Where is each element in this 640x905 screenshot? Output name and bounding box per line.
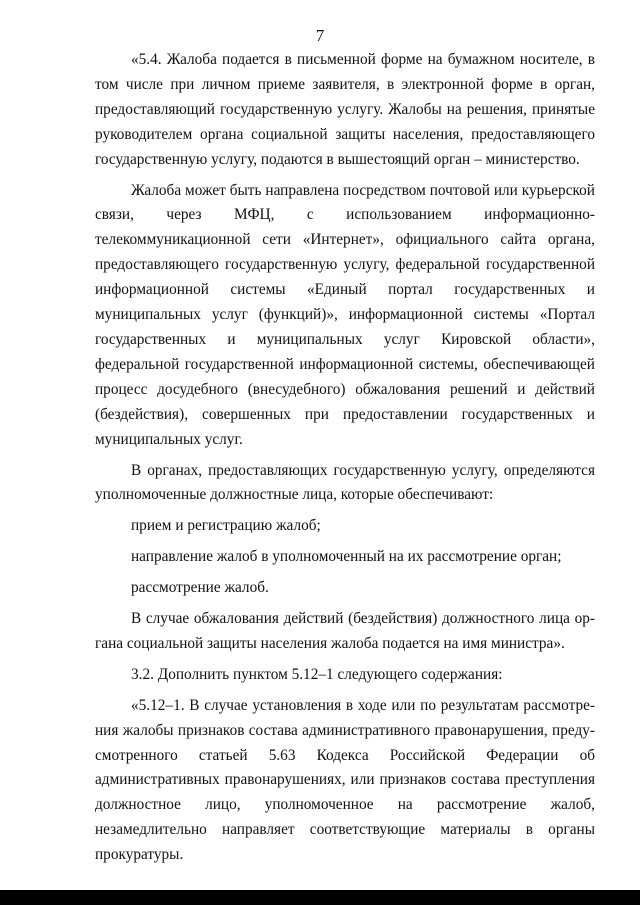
paragraph-5-4: «5.4. Жалоба подается в письменной форме на бумажном носителе, в том числе при личном приеме заявителя, в электронной форме в орган, предоставляющий государственную услугу. Жалобы на решения, принятые руководителем органа социальной защиты населения, предоставляющего государственную услугу, подаются в вышестоящий орган – министерство.: [95, 51, 595, 168]
list-item-forwarding: направление жалоб в уполномоченный на их рассмотрение орган;: [131, 548, 562, 566]
list-item-consideration: рассмотрение жалоб.: [131, 579, 269, 597]
list-item-reception: прием и регистрацию жалоб;: [131, 517, 321, 535]
paragraph-authorized-officials: В органах, предоставляющих государственную услугу, определяются уполномоченные должностные лица, которые обеспечивают:: [95, 461, 595, 504]
paragraph-amendment-3-2: 3.2. Дополнить пунктом 5.12–1 следующего содержания:: [131, 665, 503, 683]
paragraph-submission-channels: Жалоба может быть направлена посредством почтовой или курьерской связи, через МФЦ, с использованием информационно-телекоммуникационной сети «Интернет», официального сайта органа, предоставляющего государственную услугу, федеральной государственной информационной системы «Единый портал государственных и муниципальных услуг (функций)», информационной системы «Портал государственных и муниципальных услуг Кировской области», федеральной государственной информационной системы, обеспечивающей процесс досудебного (внесудебного) обжалования решений и действий (бездействия), совершенных при предоставлении государственных и муниципальных услуг.: [95, 181, 595, 448]
page-number: 7: [315, 26, 325, 45]
scan-bottom-edge: [0, 890, 640, 905]
paragraph-appeal-to-minister: В случае обжалования действий (бездействия) должностного лица органа социальной защиты населения жалоба подается на имя министра».: [95, 610, 595, 652]
paragraph-5-12-1: «5.12–1. В случае установления в ходе или по результатам рассмотрения жалобы признаков состава административного правонарушения, предусмотренного статьей 5.63 Кодекса Российской Федерации об административных правонарушениях, или признаков состава преступления должностное лицо, уполномоченное на рассмотрение жалоб, незамедлительно направляет соответствующие материалы в органы прокуратуры.: [95, 696, 595, 864]
document-body: [95, 48, 595, 868]
